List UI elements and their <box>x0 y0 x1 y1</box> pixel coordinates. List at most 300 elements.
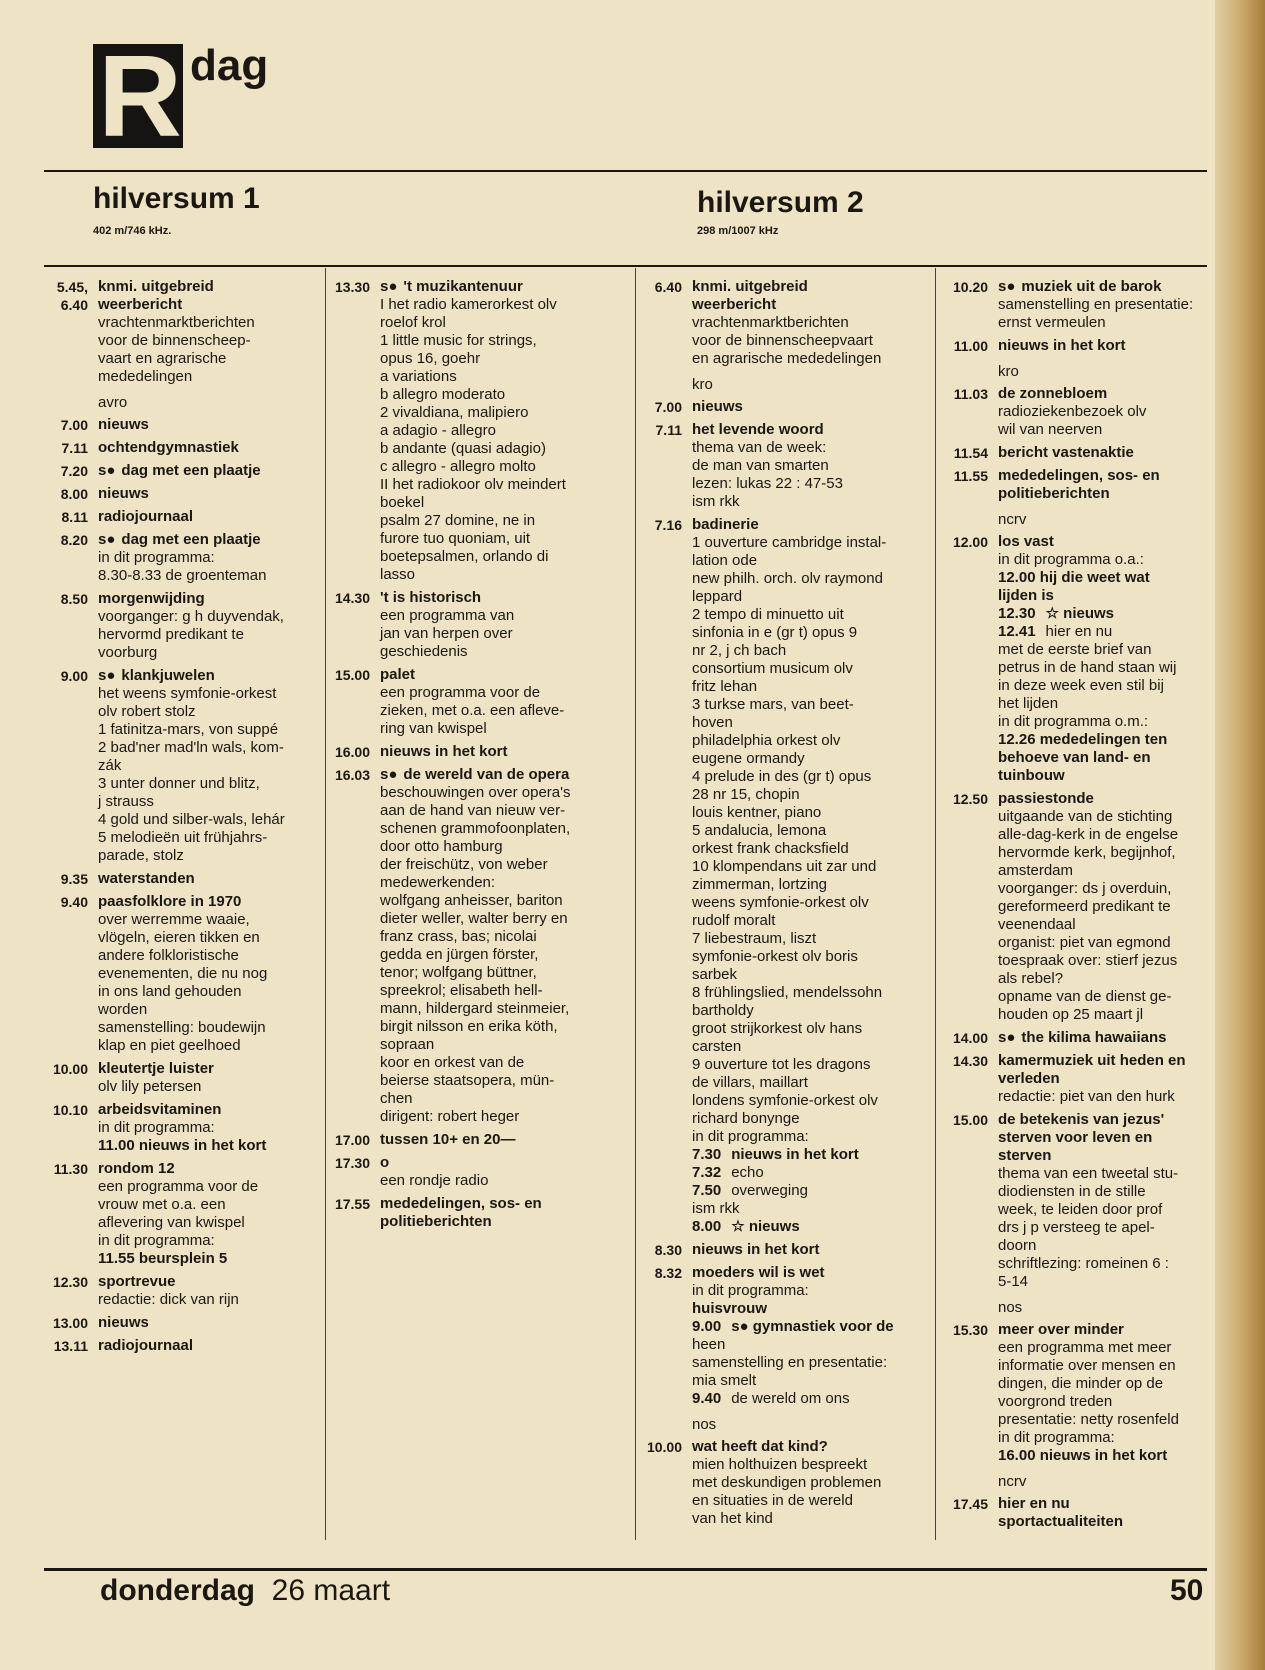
program-detail: petrus in de hand staan wij <box>998 659 1177 676</box>
stereo-icon: s● <box>98 462 116 479</box>
program-title <box>98 893 322 911</box>
program-time: 8.32 <box>654 1265 682 1281</box>
program-time: 10.20 <box>952 279 988 295</box>
program-detail: 5 melodieën uit frühjahrs- <box>98 829 268 846</box>
column-divider <box>325 268 326 1540</box>
program-detail: II het radiokoor olv meindert <box>380 476 566 493</box>
program-content <box>988 385 1220 439</box>
program-detail: richard bonynge <box>692 1110 800 1127</box>
program-title <box>998 1029 1220 1047</box>
program-content <box>88 1314 322 1332</box>
program-detail: 10 klompendans uit zar und <box>692 858 877 875</box>
program-detail: koor en orkest van de <box>380 1054 525 1071</box>
program-detail: carsten <box>692 1038 742 1055</box>
program-detail: vrachtenmarktberichten <box>98 314 255 331</box>
program-title-text: passiestonde <box>998 790 1094 807</box>
program-time: 8.20 <box>60 532 88 548</box>
program-entry <box>328 1195 631 1231</box>
program-detail: een programma voor de <box>380 684 541 701</box>
program-title-text: 't muzikantenuur <box>403 278 523 295</box>
program-entry <box>938 1495 1220 1531</box>
program-detail: klap en piet geelhoed <box>98 1037 241 1054</box>
program-detail: hervormde kerk, begijnhof, <box>998 844 1176 861</box>
logo-suffix: dag <box>190 41 269 90</box>
program-title-continued: sterven <box>998 1147 1052 1164</box>
program-time <box>938 511 988 529</box>
program-content <box>88 667 322 865</box>
program-highlight: lijden is <box>998 587 1054 604</box>
program-time: 12.50 <box>952 791 988 807</box>
program-title-text: kamermuziek uit heden en <box>998 1052 1186 1069</box>
hilversum-1-column-b <box>328 278 631 1236</box>
program-title-text: arbeidsvitaminen <box>98 1101 222 1118</box>
program-time: 14.30 <box>952 1053 988 1069</box>
program-detail: voor de binnenscheep- <box>98 332 251 349</box>
program-title-continued: verleden <box>998 1070 1060 1087</box>
program-title-text: mededelingen, sos- en <box>380 1195 542 1212</box>
program-detail: gereformeerd predikant te <box>998 898 1171 915</box>
program-content <box>370 666 631 738</box>
program-title <box>692 516 931 534</box>
program-detail: een programma met meer <box>998 1339 1172 1356</box>
subitem-time: 9.40 <box>692 1390 722 1407</box>
program-detail: evenementen, die nu nog <box>98 965 268 982</box>
program-detail: dingen, die minder op de <box>998 1375 1164 1392</box>
program-detail: der freischütz, von weber <box>380 856 548 873</box>
stereo-icon: s● <box>380 278 398 295</box>
program-content <box>88 508 322 526</box>
program-title-text: ochtendgymnastiek <box>98 439 239 456</box>
program-detail: 1 fatinitza-mars, von suppé <box>98 721 279 738</box>
logo-letter: R <box>98 31 178 161</box>
program-title-text: radiojournaal <box>98 508 194 525</box>
subitem-title: ☆ nieuws <box>1045 605 1115 622</box>
program-detail: en agrarische mededelingen <box>692 350 882 367</box>
program-detail: ncrv <box>998 1473 1027 1490</box>
program-detail: medewerkenden: <box>380 874 496 891</box>
program-detail: samenstelling: boudewijn <box>98 1019 266 1036</box>
program-title <box>98 667 322 685</box>
program-detail: I het radio kamerorkest olv <box>380 296 557 313</box>
program-title-text: nieuws in het kort <box>998 337 1126 354</box>
program-title <box>998 1495 1220 1513</box>
program-title-text: bericht vastenaktie <box>998 444 1134 461</box>
hilversum-2-column-b <box>938 278 1220 1536</box>
program-content <box>682 1241 931 1259</box>
program-entry <box>638 1241 931 1259</box>
program-detail: drs j p versteeg te apel- <box>998 1219 1155 1236</box>
program-detail: hervormd predikant te <box>98 626 244 643</box>
program-title <box>998 337 1220 355</box>
program-entry <box>44 439 322 457</box>
program-detail: b andante (quasi adagio) <box>380 440 546 457</box>
program-subitem <box>692 1182 931 1200</box>
program-title-continued: weerbericht <box>98 296 183 313</box>
subitem-title: overweging <box>731 1182 808 1199</box>
program-time: 13.11 <box>53 1338 88 1354</box>
program-detail: zieken, met o.a. een afleve- <box>380 702 565 719</box>
program-entry <box>638 1264 931 1408</box>
broadcaster-entry <box>938 363 1220 381</box>
program-entry <box>44 1337 322 1355</box>
program-detail: voorburg <box>98 644 158 661</box>
program-entry <box>938 1111 1220 1291</box>
program-title <box>998 1111 1220 1129</box>
program-time: 14.00 <box>952 1030 988 1046</box>
program-content <box>88 893 322 1055</box>
program-time: 9.00 <box>60 668 88 684</box>
subitem-time: 7.50 <box>692 1182 722 1199</box>
program-title <box>98 870 322 888</box>
program-detail: nos <box>998 1299 1023 1316</box>
stereo-icon: s● <box>998 278 1016 295</box>
program-title-text: paasfolklore in 1970 <box>98 893 242 910</box>
program-time: 9.40 <box>60 894 88 910</box>
program-detail: over werremme waaie, <box>98 911 250 928</box>
program-entry <box>44 870 322 888</box>
stereo-icon: s● <box>380 766 398 783</box>
program-title-text: het levende woord <box>692 421 824 438</box>
program-entry <box>938 444 1220 462</box>
program-detail: 28 nr 15, chopin <box>692 786 800 803</box>
program-highlight: behoeve van land- en <box>998 749 1151 766</box>
program-time: 7.00 <box>654 399 682 415</box>
program-content <box>682 278 931 368</box>
program-time: 17.45 <box>952 1496 988 1512</box>
program-content <box>88 1101 322 1155</box>
program-time: 8.00 <box>60 486 88 502</box>
program-title <box>692 278 931 296</box>
program-title-text: nieuws <box>98 416 149 433</box>
program-detail: 8.30-8.33 de groenteman <box>98 567 267 584</box>
program-time: 14.30 <box>334 590 370 606</box>
program-entry <box>44 278 322 386</box>
program-title <box>998 385 1220 403</box>
program-title-text: mededelingen, sos- en <box>998 467 1160 484</box>
program-detail: ncrv <box>998 511 1027 528</box>
program-entry <box>938 1321 1220 1465</box>
program-highlight: tuinbouw <box>998 767 1065 784</box>
program-entry <box>938 467 1220 503</box>
program-entry <box>638 278 931 368</box>
program-detail: sinfonia in e (gr t) opus 9 <box>692 624 858 641</box>
program-detail: week, te leiden door prof <box>998 1201 1163 1218</box>
program-detail: in dit programma o.a.: <box>998 551 1144 568</box>
program-content <box>682 1438 931 1528</box>
program-detail: 4 prelude in des (gr t) opus <box>692 768 872 785</box>
program-content <box>988 444 1220 462</box>
program-content <box>988 1052 1220 1106</box>
program-entry <box>328 666 631 738</box>
program-title-text: the kilima hawaiians <box>1021 1029 1167 1046</box>
program-detail: in dit programma: <box>692 1282 809 1299</box>
program-content <box>370 743 631 761</box>
program-detail: 4 gold und silber-wals, lehár <box>98 811 285 828</box>
program-detail: in dit programma: <box>998 1429 1115 1446</box>
program-detail: toespraak over: stierf jezus <box>998 952 1178 969</box>
program-detail: mien holthuizen bespreekt <box>692 1456 868 1473</box>
program-subitem <box>692 1146 931 1164</box>
program-entry <box>328 278 631 584</box>
program-time: 17.30 <box>334 1155 370 1171</box>
program-title-text: meer over minder <box>998 1321 1124 1338</box>
program-content <box>88 485 322 503</box>
stereo-icon: s● <box>998 1029 1016 1046</box>
program-time: 12.30 <box>52 1274 88 1290</box>
program-subitem <box>692 1164 931 1182</box>
program-title <box>998 278 1220 296</box>
program-time: 7.20 <box>60 463 88 479</box>
program-detail: als rebel? <box>998 970 1064 987</box>
program-detail: door otto hamburg <box>380 838 503 855</box>
program-detail: van het kind <box>692 1510 773 1527</box>
program-detail: 2 vivaldiana, malipiero <box>380 404 529 421</box>
program-title-text: 't is historisch <box>380 589 482 606</box>
program-entry <box>44 590 322 662</box>
subitem-time: 12.30 <box>998 605 1036 622</box>
broadcaster-entry <box>938 1299 1220 1317</box>
program-title <box>98 1273 322 1291</box>
program-entry <box>44 1273 322 1309</box>
program-entry <box>938 1029 1220 1047</box>
program-detail: ism rkk <box>692 1200 740 1217</box>
program-detail: symfonie-orkest olv boris <box>692 948 858 965</box>
program-detail: heen <box>692 1336 726 1353</box>
program-entry <box>44 508 322 526</box>
program-detail: informatie over mensen en <box>998 1357 1176 1374</box>
program-detail: lasso <box>380 566 416 583</box>
program-title <box>98 590 322 608</box>
program-detail: andere folkloristische <box>98 947 239 964</box>
program-title-text: dag met een plaatje <box>121 462 261 479</box>
program-time: 13.00 <box>52 1315 88 1331</box>
program-detail: met deskundigen problemen <box>692 1474 882 1491</box>
program-title <box>998 1321 1220 1339</box>
program-detail: kro <box>692 376 713 393</box>
program-detail: samenstelling en presentatie: <box>692 1354 888 1371</box>
program-title <box>380 589 631 607</box>
program-detail: londens symfonie-orkest olv <box>692 1092 878 1109</box>
program-detail: b allegro moderato <box>380 386 506 403</box>
program-title <box>98 416 322 434</box>
program-content <box>370 589 631 661</box>
program-detail: schriftlezing: romeinen 6 : <box>998 1255 1169 1272</box>
program-detail: radioziekenbezoek olv <box>998 403 1147 420</box>
station-2-name: hilversum 2 <box>697 186 864 219</box>
program-subitem <box>998 623 1220 641</box>
broadcaster-entry <box>938 511 1220 529</box>
program-title <box>98 1060 322 1078</box>
program-title <box>98 531 322 549</box>
program-title-text: knmi. uitgebreid <box>692 278 808 295</box>
program-title <box>380 666 631 684</box>
program-detail: kro <box>998 363 1019 380</box>
program-entry <box>938 533 1220 785</box>
subitem-title: de wereld om ons <box>731 1390 850 1407</box>
program-time <box>638 376 682 394</box>
program-detail: hoven <box>692 714 733 731</box>
program-title-text: de betekenis van jezus' <box>998 1111 1165 1128</box>
program-entry <box>44 1314 322 1332</box>
program-title-text: nieuws <box>692 398 743 415</box>
program-title <box>692 1264 931 1282</box>
program-detail: een programma van <box>380 607 515 624</box>
program-title-text: morgenwijding <box>98 590 205 607</box>
program-detail: vrouw met o.a. een <box>98 1196 226 1213</box>
program-time: 10.00 <box>646 1439 682 1455</box>
program-content <box>988 278 1220 332</box>
program-title <box>998 467 1220 485</box>
program-detail: organist: piet van egmond <box>998 934 1171 951</box>
program-detail: philadelphia orkest olv <box>692 732 841 749</box>
header-rule <box>44 170 1207 172</box>
footer-weekday: donderdag <box>100 1574 255 1607</box>
program-time: 15.00 <box>334 667 370 683</box>
program-content <box>988 790 1220 1024</box>
program-detail: psalm 27 domine, ne in <box>380 512 536 529</box>
program-detail: met de eerste brief van <box>998 641 1152 658</box>
program-title-text: tussen 10+ en 20— <box>380 1131 516 1148</box>
program-content <box>988 1321 1220 1465</box>
program-time: 7.11 <box>655 422 682 438</box>
program-subitem <box>692 1390 931 1408</box>
program-detail: dirigent: robert heger <box>380 1108 520 1125</box>
program-detail: roelof krol <box>380 314 446 331</box>
program-content <box>988 1029 1220 1047</box>
program-detail: rudolf moralt <box>692 912 776 929</box>
stereo-icon: s● <box>98 667 116 684</box>
program-detail: new philh. orch. olv raymond <box>692 570 883 587</box>
program-detail: franz crass, bas; nicolai <box>380 928 537 945</box>
program-content <box>988 1495 1220 1531</box>
program-detail: de man van smarten <box>692 457 829 474</box>
program-detail: boetepsalmen, orlando di <box>380 548 549 565</box>
program-time <box>938 1299 988 1317</box>
program-detail: a variations <box>380 368 457 385</box>
program-detail: leppard <box>692 588 743 605</box>
program-detail: mann, hildergard steinmeier, <box>380 1000 570 1017</box>
program-detail: 5-14 <box>998 1273 1029 1290</box>
program-title <box>998 444 1220 462</box>
broadcaster-entry <box>44 394 322 412</box>
program-entry <box>938 278 1220 332</box>
program-content <box>88 531 322 585</box>
program-entry <box>638 1438 931 1528</box>
program-time: 7.16 <box>654 517 682 533</box>
program-time: 16.00 <box>334 744 370 760</box>
column-divider <box>935 268 936 1540</box>
program-title-text: de wereld van de opera <box>403 766 570 783</box>
program-detail: sopraan <box>380 1036 435 1053</box>
program-content <box>88 1337 322 1355</box>
program-entry <box>328 766 631 1126</box>
program-content <box>370 1131 631 1149</box>
program-detail: presentatie: netty rosenfeld <box>998 1411 1179 1428</box>
program-content <box>988 363 1220 381</box>
program-detail: vaart en agrarische <box>98 350 227 367</box>
program-detail: nos <box>692 1416 717 1433</box>
program-title <box>380 766 631 784</box>
program-title <box>998 790 1220 808</box>
program-title-continued: politieberichten <box>998 485 1110 502</box>
program-detail: tenor; wolfgang büttner, <box>380 964 537 981</box>
program-highlight: 11.00 nieuws in het kort <box>98 1137 267 1154</box>
program-time: 7.00 <box>60 417 88 433</box>
program-detail: voorganger: g h duyvendak, <box>98 608 284 625</box>
program-title-text: radiojournaal <box>98 1337 194 1354</box>
program-highlight: 16.00 nieuws in het kort <box>998 1447 1168 1464</box>
program-detail: en situaties in de wereld <box>692 1492 853 1509</box>
program-title-text: rondom 12 <box>98 1160 175 1177</box>
program-detail: jan van herpen over <box>380 625 513 642</box>
program-title <box>98 1160 322 1178</box>
program-detail: lation ode <box>692 552 758 569</box>
program-detail: olv robert stolz <box>98 703 196 720</box>
program-entry <box>638 421 931 511</box>
footer-rule <box>44 1568 1207 1571</box>
program-title <box>98 278 322 296</box>
program-detail: opname van de dienst ge- <box>998 988 1172 1005</box>
program-content <box>88 1273 322 1309</box>
r-dag-logo <box>93 31 183 161</box>
program-detail: in dit programma: <box>692 1128 809 1145</box>
program-title-text: nieuws <box>98 485 149 502</box>
program-detail: zimmerman, lortzing <box>692 876 828 893</box>
broadcaster-entry <box>638 1416 931 1434</box>
program-entry <box>638 398 931 416</box>
program-time: 11.55 <box>953 468 988 484</box>
program-detail: furore tuo quoniam, uit <box>380 530 531 547</box>
subitem-time: 9.00 <box>692 1318 722 1335</box>
program-detail: in ons land gehouden <box>98 983 242 1000</box>
program-subitem <box>692 1218 931 1236</box>
program-detail: zák <box>98 757 122 774</box>
program-entry <box>44 462 322 480</box>
program-entry <box>328 1154 631 1190</box>
program-content <box>88 416 322 434</box>
subitem-title: s● gymnastiek voor de <box>731 1318 894 1335</box>
program-detail: consortium musicum olv <box>692 660 853 677</box>
program-entry <box>938 385 1220 439</box>
program-time: 10.00 <box>52 1061 88 1077</box>
program-entry <box>44 1160 322 1268</box>
program-time: 10.10 <box>52 1102 88 1118</box>
program-title <box>380 278 631 296</box>
program-detail: lezen: lukas 22 : 47-53 <box>692 475 843 492</box>
program-title-text: nieuws in het kort <box>380 743 508 760</box>
program-detail: sarbek <box>692 966 738 983</box>
program-detail: j strauss <box>98 793 154 810</box>
hilversum-2-column-a <box>638 278 931 1533</box>
footer-date <box>100 1574 390 1608</box>
station-2-frequency: 298 m/1007 kHz <box>697 225 779 237</box>
program-time: 9.35 <box>60 871 88 887</box>
stereo-icon: s● <box>98 531 116 548</box>
program-detail: spreekrol; elisabeth hell- <box>380 982 543 999</box>
schedule-top-rule <box>44 265 1207 267</box>
program-title <box>98 1314 322 1332</box>
program-entry <box>44 416 322 434</box>
program-title-text: knmi. uitgebreid <box>98 278 214 295</box>
program-detail: olv lily petersen <box>98 1078 202 1095</box>
program-title-text: sportrevue <box>98 1273 176 1290</box>
program-content <box>370 766 631 1126</box>
program-subitem <box>998 605 1220 623</box>
program-content <box>88 1060 322 1096</box>
program-time: 11.03 <box>953 386 988 402</box>
program-title-continued: sportactualiteiten <box>998 1513 1124 1530</box>
program-detail: in dit programma: <box>98 1119 215 1136</box>
